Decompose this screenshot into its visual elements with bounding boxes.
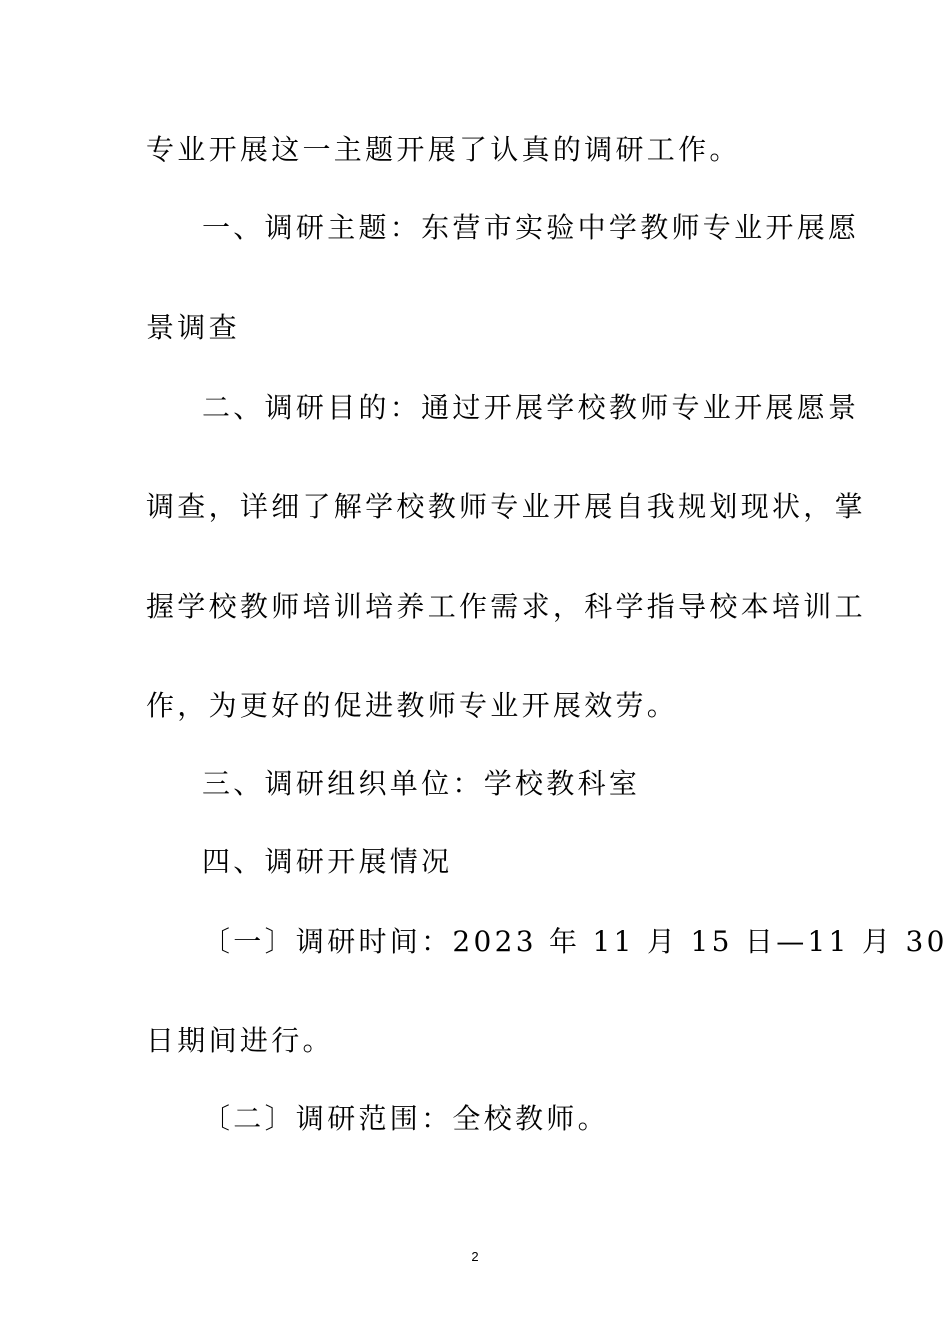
paragraph-line: 日期间进行。 [146, 1024, 334, 1057]
section-heading-theme: 一、调研主题：东营市实验中学教师专业开展愿 [202, 211, 860, 244]
subsection-scope: 〔二〕调研范围：全校教师。 [202, 1102, 609, 1135]
section-heading-purpose: 二、调研目的：通过开展学校教师专业开展愿景 [202, 391, 860, 424]
paragraph-line: 调查，详细了解学校教师专业开展自我规划现状，掌 [146, 490, 866, 523]
paragraph-line: 景调查 [146, 311, 240, 344]
paragraph-line: 握学校教师培训培养工作需求，科学指导校本培训工 [146, 590, 866, 623]
section-heading-situation: 四、调研开展情况 [202, 845, 453, 878]
page-number: 2 [471, 1249, 479, 1264]
subsection-time: 〔一〕调研时间：2023 年 11 月 15 日—11 月 30 [202, 925, 948, 958]
paragraph-line: 作，为更好的促进教师专业开展效劳。 [146, 689, 679, 722]
paragraph-line: 专业开展这一主题开展了认真的调研工作。 [146, 133, 741, 166]
section-heading-organizer: 三、调研组织单位：学校教科室 [202, 767, 641, 800]
